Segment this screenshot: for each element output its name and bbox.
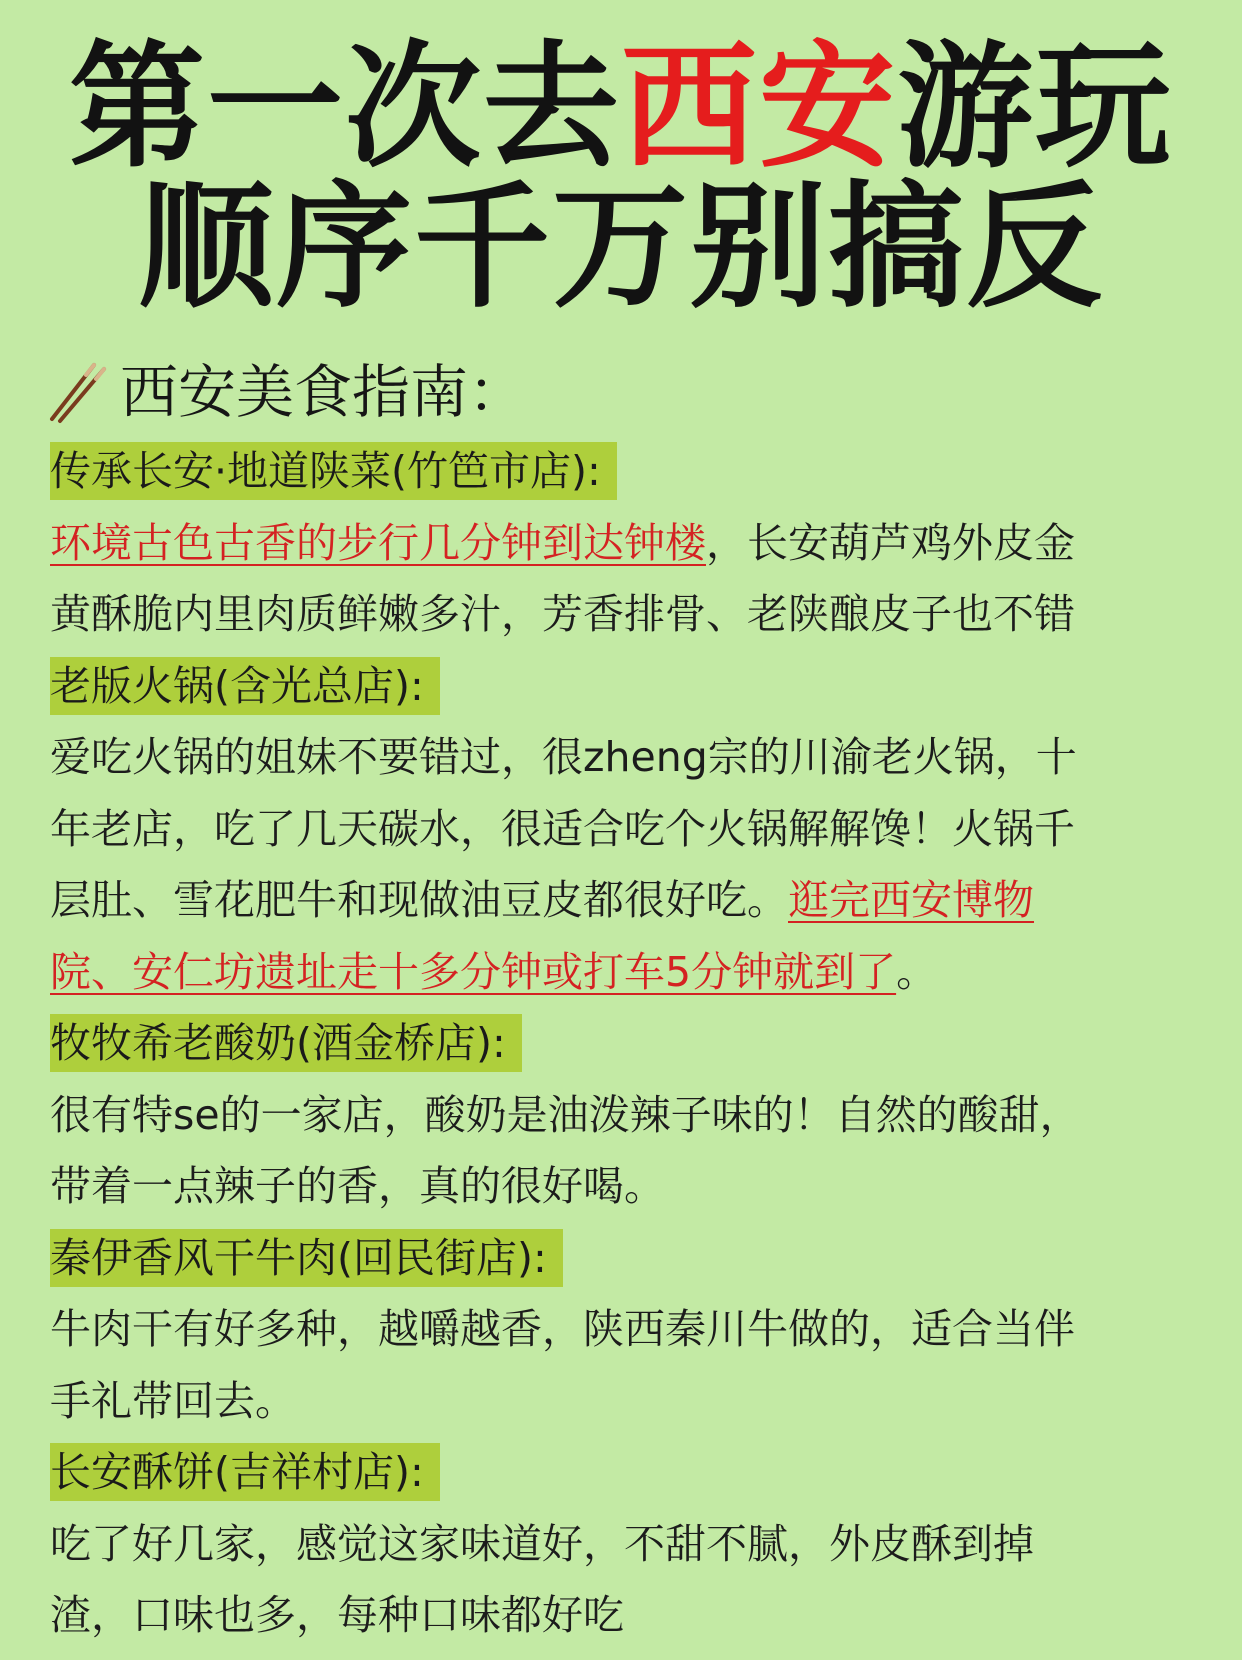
description-text: 层肚、雪花肥牛和现做油豆皮都很好吃。 (50, 876, 788, 924)
description-text: 带着一点辣子的香，真的很好喝。 (50, 1162, 665, 1210)
title-prefix: 第一次去 (69, 29, 621, 187)
food-entry (50, 1437, 1200, 1652)
description-text: 牛肉干有好多种，越嚼越香，陕西秦川牛做的，适合当伴 (50, 1305, 1075, 1353)
description-line (50, 865, 1200, 937)
entry-label-row (50, 1437, 1200, 1509)
title-suffix: 游玩 (897, 29, 1173, 187)
title-highlight-xian: 西安 (621, 29, 897, 187)
description-line (50, 1366, 1200, 1438)
food-entry (50, 1223, 1200, 1438)
description-text: 手礼带回去。 (50, 1376, 296, 1425)
description-text: 渣，口味也多，每种口味都好吃 (50, 1591, 624, 1639)
restaurant-label: 秦伊香风干牛肉(回民街店): (50, 1229, 563, 1287)
entry-label-row (50, 1008, 1200, 1080)
description-text: 爱吃火锅的姐妹不要错过，很zheng宗的川渝老火锅，十 (50, 733, 1077, 781)
description-line (50, 1580, 1200, 1652)
highlighted-text: 环境古色古香的步行几分钟到达钟楼 (50, 518, 706, 567)
section-heading-text: 西安美食指南： (120, 358, 527, 426)
description-line (50, 794, 1200, 866)
entry-label-row (50, 1223, 1200, 1295)
description-text: 吃了好几家，感觉这家味道好，不甜不腻，外皮酥到掉 (50, 1519, 1034, 1568)
description-line (50, 1294, 1200, 1366)
food-entry (50, 436, 1200, 651)
description-text: 黄酥脆内里肉质鲜嫩多汁，芳香排骨、老陕酿皮子也不错 (50, 590, 1075, 638)
description-line (50, 579, 1200, 651)
food-entry (50, 1008, 1200, 1223)
description-line (50, 1080, 1200, 1152)
entry-label-row (50, 436, 1200, 508)
description-line (50, 1151, 1200, 1223)
description-text: 年老店，吃了几天碳水，很适合吃个火锅解解馋！火锅千 (50, 804, 1075, 853)
description-line (50, 937, 1200, 1009)
restaurant-label: 老版火锅(含光总店): (50, 657, 440, 715)
restaurant-label: 牧牧希老酸奶(酒金桥店): (50, 1014, 522, 1072)
description-line (50, 1509, 1200, 1581)
description-line (50, 722, 1200, 794)
food-entry (50, 651, 1200, 1009)
description-text: 很有特se的一家店，酸奶是油泼辣子味的！自然的酸甜， (50, 1090, 1081, 1139)
description-line (50, 508, 1200, 580)
highlighted-text: 院、安仁坊遗址走十多分钟或打车5分钟就到了 (50, 947, 897, 996)
highlighted-text: 逛完西安博物 (788, 876, 1034, 924)
restaurant-label: 长安酥饼(吉祥村店): (50, 1443, 440, 1501)
page-title-line-1 (0, 29, 1242, 187)
restaurant-label: 传承长安·地道陕菜(竹笆市店): (50, 442, 617, 500)
entry-label-row (50, 651, 1200, 723)
food-guide-list (50, 436, 1200, 1652)
page-title-line-2: 顺序千万别搞反 (138, 169, 1104, 327)
section-heading (46, 352, 526, 432)
chopsticks-icon (46, 359, 112, 425)
description-text: 。 (896, 947, 938, 996)
description-text: ，长安葫芦鸡外皮金 (706, 518, 1075, 567)
